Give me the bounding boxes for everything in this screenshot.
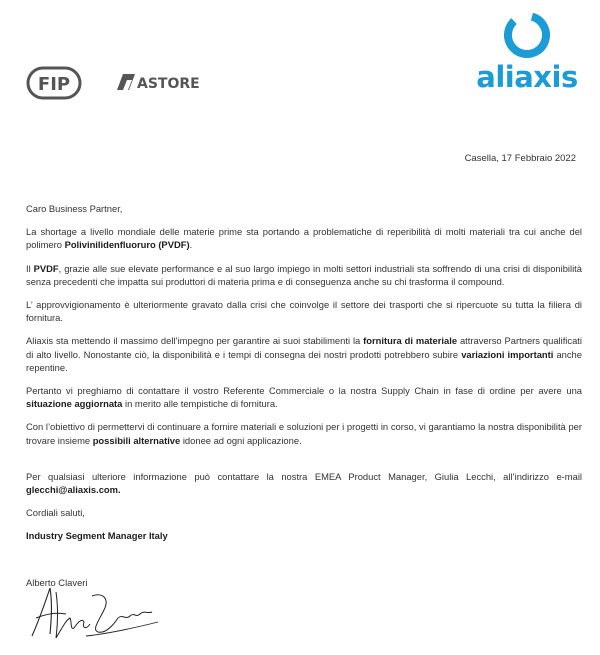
email-link[interactable]: glecchi@aliaxis.com. [26, 484, 121, 496]
paragraph-contact-info [26, 470, 582, 496]
letter-body [26, 202, 582, 553]
bold-span: variazioni importanti [461, 348, 554, 360]
text-span: Pertanto vi preghiamo di contattare il vostro Referente Commerciale o la nostra Supply Chain in fase di ordine per avere una [26, 385, 582, 397]
paragraph-aliaxis [26, 334, 582, 374]
astore-logo [115, 72, 203, 92]
paragraph-supply: L’ approvvigionamento è ulteriormente gravato dalla crisi che coinvolge il settore dei trasporti che si ripercuote su tutta la filiera di fornitura. [26, 299, 582, 324]
bold-span: fornitura di materiale [363, 335, 458, 347]
bold-span: situazione aggiornata [26, 398, 123, 410]
closing: Cordiali saluti, [26, 507, 85, 519]
text-span: attraverso Partners qualificati di alto livello. Nonostante ciò, la disponibilità e i tempi di consegna dei nostri prodotti potrebbero subire [26, 335, 582, 360]
paragraph-shortage [26, 225, 582, 251]
signer-name: Alberto Claveri [26, 577, 88, 588]
text-span: Con l’obiettivo di permettervi di continuare a fornire materiali e soluzioni per i progetti in corso, vi garantiamo la nostra disponibilità per trovare insieme [26, 421, 582, 446]
text-span: Aliaxis sta mettendo il massimo dell’impegno per garantire ai suoi stabilimenti la [26, 335, 364, 347]
text-span: in merito alle tempistiche di fornitura. [122, 398, 278, 410]
aliaxis-wordmark: aliaxis [476, 60, 578, 94]
text-span: La shortage a livello mondiale delle materie prime sta portando a problematiche di reperibilità di molti materiali tra cui anche del polimero [26, 226, 582, 251]
aliaxis-ring-icon [502, 10, 552, 60]
fip-logo [26, 66, 82, 100]
text-span: Il [26, 262, 34, 274]
handwritten-signature [26, 578, 166, 648]
paragraph-pvdf [26, 262, 582, 288]
text-span: , grazie alle sue elevate performance e al suo largo impiego in molti settori industriali sta soffrendo di una crisi di disponibilità senza precedenti che impatta sui produttori di materia prima e di conseguenza anche su chi trasforma il compound. [26, 262, 582, 287]
bold-span: PVDF [33, 262, 59, 274]
greeting: Caro Business Partner, [26, 203, 123, 214]
aliaxis-logo [474, 10, 580, 96]
text-span: Per qualsiasi ulteriore informazione può contattare la nostra EMEA Product Manager, Giulia Lecchi, all’indirizzo e-mail [26, 470, 582, 482]
letter-date: Casella, 17 Febbraio 2022 [464, 153, 576, 164]
fip-logo-text: FIP [37, 74, 71, 95]
text-span: idonee ad ogni applicazione. [180, 434, 302, 446]
bold-span: possibili alternative [92, 434, 181, 446]
text-span: anche repentine. [26, 348, 582, 373]
astore-logo-text: ASTORE [137, 76, 200, 92]
paragraph-alternatives [26, 420, 582, 446]
bold-span: Polivinilidenfluoruro (PVDF) [64, 239, 190, 251]
paragraph-contact-referente [26, 384, 582, 410]
text-span: . [189, 239, 193, 251]
signer-title: Industry Segment Manager Italy [26, 530, 168, 542]
